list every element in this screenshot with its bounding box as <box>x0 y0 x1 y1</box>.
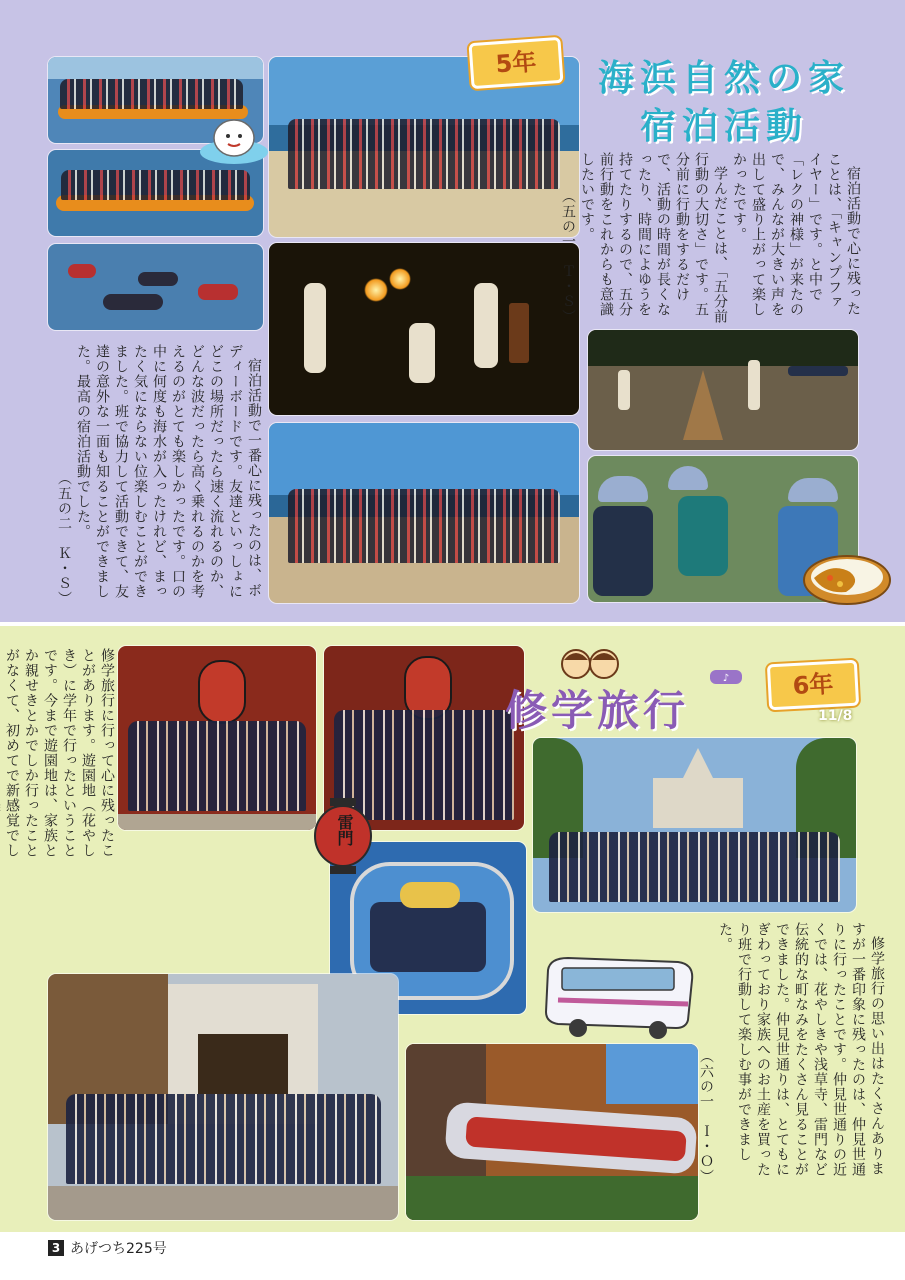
grade6-essay-2 <box>4 648 116 858</box>
cloud-character-icon <box>198 112 270 168</box>
grade6-badge: 6年 <box>767 660 859 711</box>
grade6-essay-1 <box>700 922 886 1184</box>
grade6-date: 11/8 <box>818 708 853 724</box>
essay-paragraph: 修学旅行に行って心に残ったことがあります。遊園地（花やしき）に学年で行ったということです。今まで遊園地は、家族とか親せきとかでしか行ったことがなくて、初めてで新感覚でし <box>4 648 115 858</box>
curry-rice-icon <box>802 548 892 606</box>
grade5-essay-2 <box>48 344 263 606</box>
student-faces-icon <box>560 646 620 682</box>
essay-signature: （六の一 Ｉ・Ｏ） <box>698 1049 714 1184</box>
bus-illustration-icon <box>538 950 698 1040</box>
photo-kaminarimon-1 <box>118 646 316 830</box>
grade5-title-line1: 海浜自然の家 <box>598 58 851 99</box>
grade5-title-line2: 宿泊活動 <box>640 106 809 147</box>
grade6-title: 修学旅行 <box>505 686 690 735</box>
photo-hanayashiki-group <box>48 974 398 1220</box>
page-number: 3 <box>48 1240 64 1256</box>
photo-campfire-1 <box>269 243 579 415</box>
essay-paragraph: 宿泊活動で一番心に残ったのは、ボディーボードです。友達といっしょにどこの場所だったら速く流れるのか、どんな波だったら高く乗れるのかを考えるのがとても楽しかったです。口の中に何度も海水が入ったけれど、まったく気にならない位楽しむことができました。班で協力して活動できて、友達の意外な一面も知ることができました。最高の宿泊活動でした。 <box>75 344 262 599</box>
photo-roller-coaster <box>406 1044 698 1220</box>
issue-label: あげつち225号 <box>70 1241 167 1257</box>
photo-diet-building <box>533 738 856 912</box>
essay-paragraph: 学んだことは、「五分前行動の大切さ」です。五分前に行動をするだけで、活動の時間が長くなったり、時間によゆうを持てたりするので、五分前行動をこれからも意識したいです。 <box>579 152 728 324</box>
essay-signature: （五の一 Ｔ・Ｓ） <box>560 189 576 324</box>
essay-paragraph: 修学旅行の思い出はたくさんありますが一番印象に残ったのは、仲見世通りに行ったことです。仲見世通りの近くでは、花やしきや浅草寺、雷門など伝統的な町なみをたくさん見ることができました。仲見世通りは、とてもにぎわっており家族へのお土産を買ったり班で行動して楽しむ事ができました。 <box>717 922 885 1177</box>
grade5-section <box>0 0 905 622</box>
essay-paragraph: 宿泊活動で心に残ったことは、「キャンプファイヤー」です。と中で「レクの神様」が来たので、みんなが大きい声を出して盛り上がって楽しかったです。 <box>731 152 861 317</box>
photo-beach-group-2 <box>269 423 579 603</box>
svg-text:♪: ♪ <box>722 673 730 684</box>
essay-signature: （五の二 Ｋ・Ｓ） <box>56 471 72 606</box>
grade5-essay-1 <box>560 152 862 324</box>
grade6-section <box>0 626 905 1232</box>
lantern-label: 雷門 <box>335 814 354 846</box>
photo-bodyboard <box>48 244 263 330</box>
photo-campfire-2 <box>588 330 858 450</box>
grade5-badge: 5年 <box>469 37 564 89</box>
paper-lantern-icon <box>312 796 374 876</box>
music-note-icon <box>706 662 746 692</box>
page-footer <box>0 1232 905 1280</box>
